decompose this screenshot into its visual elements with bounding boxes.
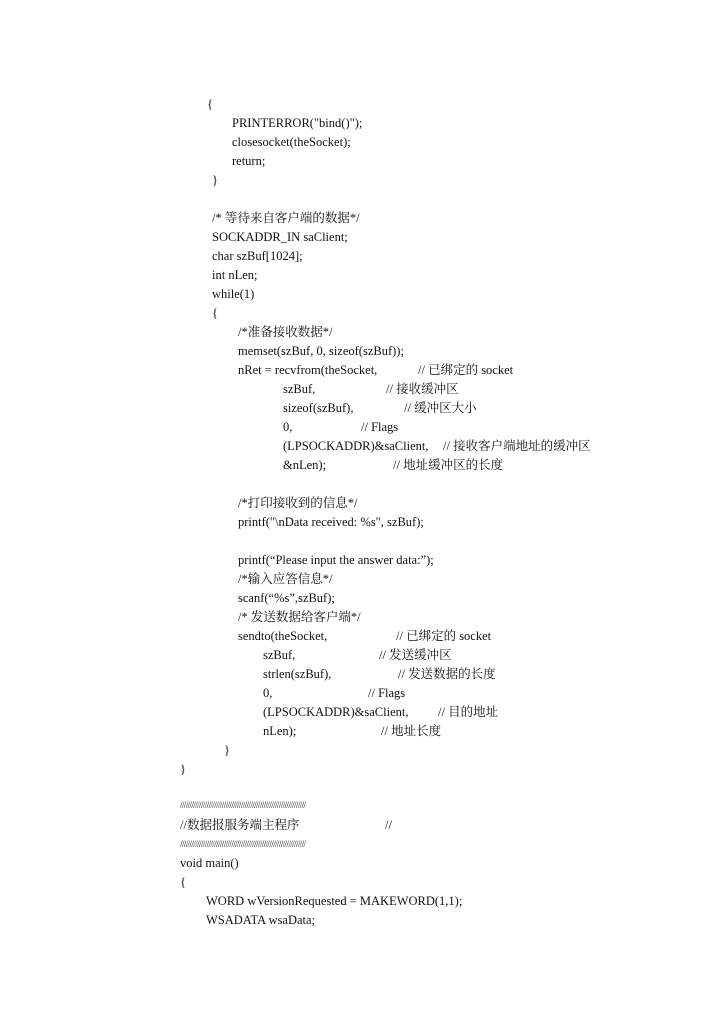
code-line: 0, [263,686,273,700]
inline-comment: // 发送数据的长度 [398,667,496,681]
inline-comment: // Flags [361,420,399,434]
inline-comment: // [385,818,392,832]
code-line: szBuf, [263,648,296,662]
code-line: (LPSOCKADDR)&saClient, [263,705,409,719]
code-line: sendto(theSocket, [238,629,328,643]
inline-comment: // 地址长度 [381,724,442,738]
code-line: 0, [283,420,293,434]
code-line: sizeof(szBuf), [283,401,354,415]
code-comment-line: /*打印接收到的信息*/ [238,496,358,510]
inline-comment: // 接收缓冲区 [386,382,459,396]
separator-comment: ////////////////////////////////////////////////////////////////// [180,800,306,810]
code-line: } [224,743,230,757]
inline-comment: // 接收客户端地址的缓冲区 [443,439,591,453]
inline-comment: // 发送缓冲区 [379,648,452,662]
code-comment-line: /*准备接收数据*/ [238,325,333,339]
inline-comment: // 已绑定的 socket [418,363,514,377]
section-title-comment: //数据报服务端主程序 [180,818,300,832]
code-line: char szBuf[1024]; [212,249,303,263]
inline-comment: // Flags [368,686,406,700]
code-line: WSADATA wsaData; [206,913,316,927]
separator-comment: ////////////////////////////////////////////////////////////////// [180,839,306,849]
code-line: nRet = recvfrom(theSocket, [238,363,378,377]
code-line: while(1) [212,287,255,301]
code-comment-line: /*输入应答信息*/ [238,572,333,586]
code-line: scanf(“%s”,szBuf); [238,591,335,605]
code-line: PRINTERROR("bind()"); [232,116,363,130]
code-line: { [180,875,186,889]
code-line: &nLen); [283,458,327,472]
code-line: void main() [180,856,239,870]
code-comment-line: /* 等待来自客户端的数据*/ [212,211,360,225]
code-line: SOCKADDR_IN saClient; [212,230,348,244]
inline-comment: // 地址缓冲区的长度 [393,458,504,472]
code-comment-line: /* 发送数据给客户端*/ [238,610,361,624]
code-line: { [207,97,213,111]
code-line: strlen(szBuf), [263,667,332,681]
code-line: memset(szBuf, 0, sizeof(szBuf)); [238,344,404,358]
code-line: { [212,306,218,320]
code-line: printf(“Please input the answer data:”); [238,553,434,567]
inline-comment: // 已绑定的 socket [396,629,492,643]
code-line: return; [232,154,266,168]
code-line: closesocket(theSocket); [232,135,351,149]
code-line: (LPSOCKADDR)&saClient, [283,439,429,453]
code-line: nLen); [263,724,297,738]
inline-comment: // 目的地址 [438,705,499,719]
code-line: } [180,762,186,776]
inline-comment: // 缓冲区大小 [404,401,477,415]
code-line: } [212,173,218,187]
code-line: printf("\nData received: %s", szBuf); [238,515,424,529]
code-line: WORD wVersionRequested = MAKEWORD(1,1); [206,894,463,908]
code-line: szBuf, [283,382,316,396]
code-line: int nLen; [212,268,258,282]
